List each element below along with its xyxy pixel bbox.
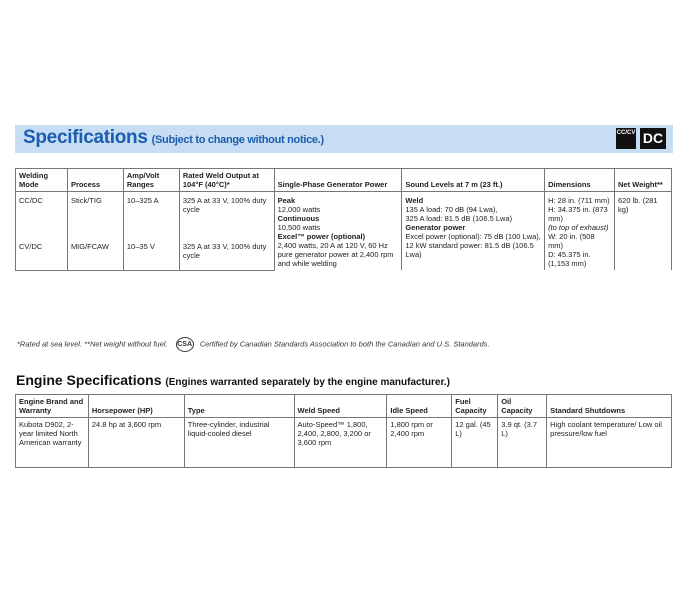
horsepower-cell: 24.8 hp at 3,600 rpm [88,418,184,468]
engine-specifications-table [15,394,672,468]
header-horsepower: Horsepower (HP) [88,395,184,418]
net-weight-cell: 620 lb. (281 kg) [614,192,671,271]
peak-value: 12,000 watts [277,205,321,214]
continuous-label: Continuous [277,214,320,223]
continuous-value: 10,500 watts [277,223,321,232]
table-header-row [16,169,672,192]
excel-power-value: 2,400 watts, 20 A at 120 V, 60 Hz pure generator power at 2,400 rpm and while welding [277,241,394,268]
header-generator-power: Single-Phase Generator Power [274,169,402,192]
header-rated-weld-output: Rated Weld Output at 104°F (40°C)* [179,169,274,192]
header-idle-speed: Idle Speed [387,395,452,418]
footnote-text: *Rated at sea level. **Net weight without fuel. [17,339,168,349]
row1-mode: CC/DC [16,192,68,240]
fuel-capacity-cell: 12 gal. (45 L) [452,418,498,468]
csa-logo-icon: CSA [176,337,194,352]
excel-power-label: Excel™ power (optional) [277,232,366,241]
header-type: Type [184,395,294,418]
specifications-table [15,168,672,271]
csa-certification-text: Certified by Canadian Standards Association to both the Canadian and U.S. Standards. [199,339,490,349]
specifications-title: Specifications [23,127,148,148]
header-amp-volt-ranges: Amp/Volt Ranges [123,169,179,192]
row1-process: Stick/TIG [67,192,123,240]
weld-speed-cell: Auto-Speed™ 1,800, 2,400, 2,800, 3,200 or 3,600 rpm [294,418,387,468]
engine-specifications-title: Engine Specifications [16,372,162,388]
row1-range: 10–325 A [123,192,179,240]
header-standard-shutdowns: Standard Shutdowns [547,395,672,418]
specifications-banner [15,125,673,153]
weld-sound-line2: 325 A load: 81.5 dB (106.5 Lwa) [405,214,513,223]
engine-specifications-heading [16,372,450,388]
header-net-weight: Net Weight** [614,169,671,192]
oil-capacity-cell: 3.9 qt. (3.7 L) [498,418,547,468]
row2-process: MIG/FCAW [67,240,123,271]
header-engine-brand: Engine Brand and Warranty [16,395,89,418]
dc-badge-icon: DC [640,128,666,149]
engine-brand-cell: Kubota D902, 2-year limited North American warranty [16,418,89,468]
type-cell: Three-cylinder, industrial liquid-cooled diesel [184,418,294,468]
sound-levels-cell [402,192,545,271]
standard-shutdowns-cell: High coolant temperature/ Low oil pressure/low fuel [547,418,672,468]
header-weld-speed: Weld Speed [294,395,387,418]
specifications-footnote [17,337,490,352]
generator-power-label: Generator power [405,223,466,232]
header-fuel-capacity: Fuel Capacity [452,395,498,418]
row2-mode: CV/DC [16,240,68,271]
cc-cv-badge-icon: CC/CV [616,128,636,149]
row2-range: 10–35 V [123,240,179,271]
dimension-width: W: 20 in. (508 mm) [548,232,595,250]
weld-sound-line1: 135 A load: 70 dB (94 Lwa), [405,205,498,214]
weld-label: Weld [405,196,424,205]
table-row [16,418,672,468]
row2-rated-output: 325 A at 33 V, 100% duty cycle [179,240,274,271]
header-oil-capacity: Oil Capacity [498,395,547,418]
generator-sound-value: Excel power (optional): 75 dB (100 Lwa), 12 kW standard power: 81.5 dB (106.5 Lwa) [405,232,541,259]
idle-speed-cell: 1,800 rpm or 2,400 rpm [387,418,452,468]
dimension-height-exhaust: H: 34.375 in. (873 mm) [548,205,608,223]
header-sound-levels: Sound Levels at 7 m (23 ft.) [402,169,545,192]
dimensions-cell [545,192,615,271]
dimension-depth: D: 45.375 in. (1,153 mm) [548,250,591,268]
header-dimensions: Dimensions [545,169,615,192]
table-header-row [16,395,672,418]
peak-label: Peak [277,196,296,205]
table-row [16,192,672,240]
header-process: Process [67,169,123,192]
row1-rated-output: 325 A at 33 V, 100% duty cycle [179,192,274,240]
specifications-heading [23,127,324,149]
engine-specifications-subtitle: (Engines warranted separately by the engine manufacturer.) [165,377,450,388]
dimension-height: H: 28 in. (711 mm) [548,196,610,205]
dimension-height-note: (to top of exhaust) [548,223,609,232]
generator-power-cell [274,192,402,271]
specifications-subtitle: (Subject to change without notice.) [151,134,324,146]
header-welding-mode: Welding Mode [16,169,68,192]
